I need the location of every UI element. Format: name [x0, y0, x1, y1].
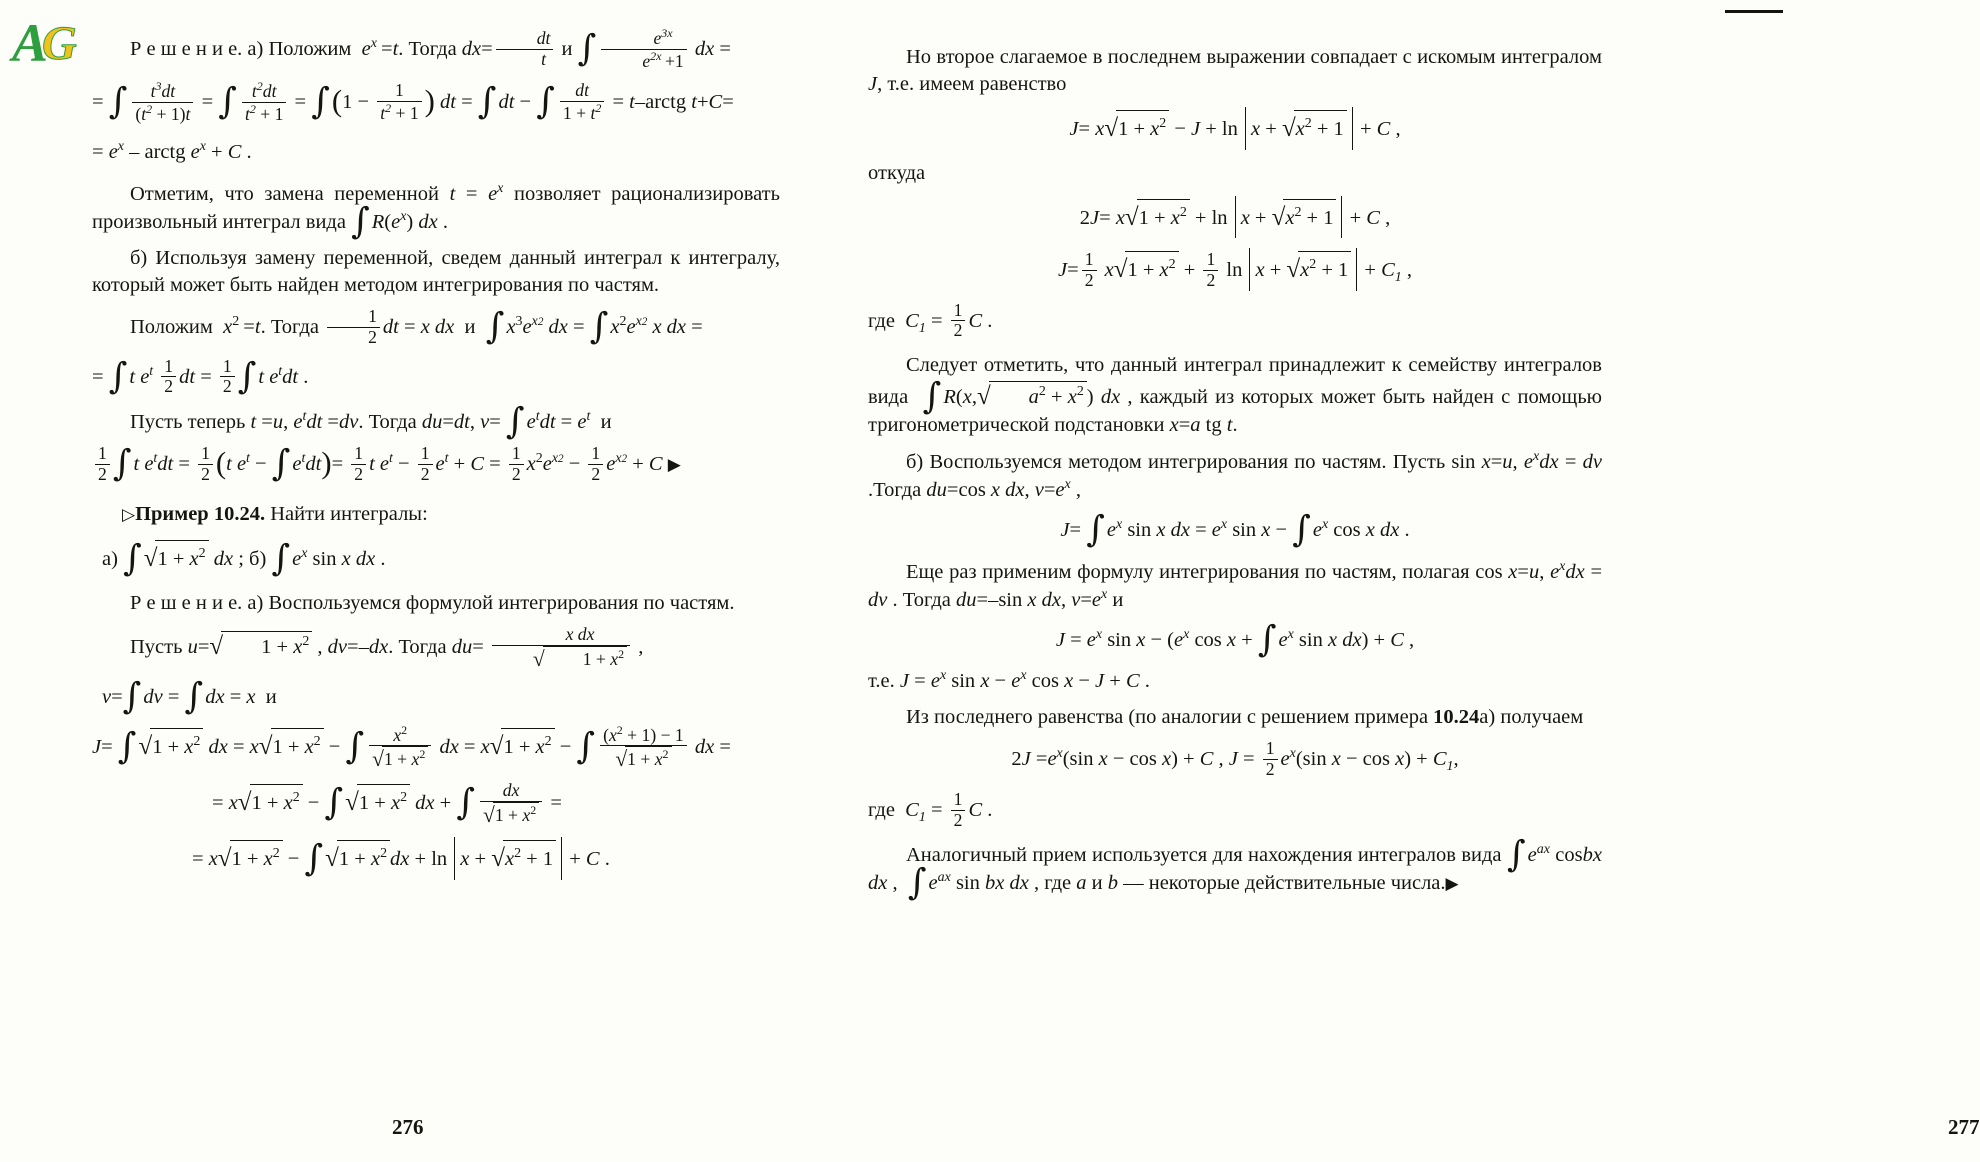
example-marker: ▷ — [122, 505, 136, 525]
equation-r5: J= $\frac{1}{2}$ $x√1 + x^2$ + $\frac{1}{2}$ $\ln x + √x^2 + 1 + C_1$ , — [1058, 249, 1412, 290]
paragraph-r1: Но второе слагаемое в последнем выражении совпадает с искомым интегралом J, т.е. имеем равенство — [868, 46, 1602, 96]
equation-b3: = $e^x$ – arctg $e^x + C$ . — [92, 139, 252, 164]
left-page — [0, 0, 820, 1162]
equation-b14: v=∫dv = ∫dx = x и — [102, 675, 277, 717]
paragraph-r16: Аналогичный прием используется для нахождения интегралов вида $\int e^{ax}$ cosbx dx , $\int e^{ax}$ sin bx dx , где a и b — некоторые действительные числа.▶ — [868, 834, 1602, 904]
equation-b17: = $x√1 + x^2 - \int√1 + x^2$ dx + $\ln x + √x^2 + 1 + C$ . — [192, 838, 610, 880]
equation-r4: $2J= x√1 + x^2 + \ln x + √x^2 + 1 + C$ , — [868, 196, 1602, 239]
paragraph-r7: Следует отметить, что данный интеграл принадлежит к семейству интегралов вида ∫R(x,√ $a^2 + x^2$ ) dx , каждый из которых может быть найден с помощью тригонометрической подстановки x=a tg t. — [868, 354, 1602, 437]
equation-r6: где $C_1$ = $\frac{1}{2}$ C . — [868, 299, 993, 341]
equation-r9: $J= \int e^x$ sin x dx = $e^x$ $\sin x - \int e^x$ cos x dx . — [1060, 509, 1410, 551]
paragraph-r10: Еще раз применим формулу интегрирования по частям, полагая cos x=u, $e^xdx$ = dv . Тогда du=–sin x dx, $v=e^x$ и — [868, 558, 1603, 611]
equation-r11: $J = e^x$ $\sin x - (e^x$ $\cos x + \int e^x$ sin x dx) + C , — [1055, 618, 1415, 660]
logo-letter-g: G — [42, 17, 77, 70]
equation-b2: = ∫ $\frac{t^3dt}{(t^2 + 1)t}$ = ∫ $\frac{t^2dt}{t^2 + 1}$ = ∫(1 − $\frac{1}{t^2 + 1}$ ) dt = ∫dt − ∫ $\frac{dt}{1 + t^2}$ = t–arctg t+C= — [92, 79, 734, 124]
page-number-left: 276 — [392, 1115, 424, 1139]
paragraph-b12: Р е ш е н и е. а) Воспользуемся формулой интегрирования по частям. — [130, 591, 735, 614]
equation-b7: = ∫t $e^t$ $\frac{1}{2}$ dt = $\frac{1}{2}$ ∫t $e^tdt$ . — [92, 355, 309, 397]
equation-r2: $J= x√1 + x^2 - J + \ln x + √x^2 + 1 + C$ , — [868, 107, 1602, 150]
example-heading — [92, 501, 780, 528]
equation-b11: а) $\int√1 + x^2$ dx ; б) $\int e^x$ sin x dx . — [102, 538, 386, 580]
paragraph-b13: Пусть u=√ $1 + x^2$ , dv=–dx. Тогда du= $\frac{\text{x dx}}{√ 1 + x^2}$ , — [130, 624, 644, 671]
header-dash — [1725, 10, 1783, 13]
page-number-right: 277 — [1948, 1115, 1980, 1139]
example-title: Пример 10.24. — [135, 503, 266, 526]
paragraph-b4: Отметим, что замена переменной $t = e^x$ позволяет рационализировать произвольный интеграл вида $\int R(e^x)$ dx . — [92, 181, 780, 242]
paragraph-b8: Пусть теперь t =u, $e^tdt =dv$. Тогда du=dt, $v= \int e^tdt = e^t$ и — [130, 400, 612, 442]
right-page — [820, 0, 1980, 1162]
equation-b9: $\frac{1}{2}$ ∫t $e^tdt$ = $\frac{1}{2}$ (t $e^t - \int e^tdt)=$ $\frac{1}{2}$ t $e^t$ − $\frac{1}{2}$ $e^t + C$ = $\frac{1}{2}$ $x^2e^{x2}$ − $\frac{1}{2}$ $e^{x2} + C$ ▶ — [92, 445, 780, 485]
example-text: Найти интегралы: — [270, 503, 428, 526]
paragraph-r3: откуда — [868, 161, 926, 184]
paragraph-b6: Положим $x^2 =t$. Тогда $\frac{1}{2}$ dt = x dx и $\int x^3e^{x2}$ dx = $\int x^2e^{x2}$ x dx = — [130, 306, 703, 348]
equation-b15: $J= \int√1 + x^2$ dx = $x√1 + x^2$ − ∫ $\frac{x^2}{√1 + x^2}$ dx = $x√1 + x^2$ − ∫ $\frac{(x^2 + 1) - 1}{√1 + x^2}$ dx = — [92, 722, 731, 772]
equation-r14: $2J =e^x(\sin$ x − cos x) + C , J = $\frac{1}{2}$ $e^x(\sin$ $x - \cos x) + C_1$, — [1011, 738, 1459, 780]
paragraph-r12: т.е. $J = e^x$ $\sin x - e^x$ cos x − J + C . — [868, 668, 1150, 693]
equation-r15: где $C_1$ = $\frac{1}{2}$ C . — [868, 788, 993, 830]
paragraph-solution-a: Р е ш е н и е. а) Положим $e^x =t$. Тогда dx= $\frac{dt}{t}$ и ∫ $\frac{e^{3x}}{e^{2x} +1}$ dx = — [130, 26, 731, 71]
equation-b16: = $x√1 + x^2 - \int√1 + x^2$ dx + ∫ $\frac{dx}{√1 + x^2}$ = — [212, 780, 562, 827]
paragraph-b5: б) Используя замену переменной, сведем данный интеграл к интегралу, который может быть найден методом интегрирования по частям. — [92, 247, 780, 297]
paragraph-r8: б) Воспользуемся методом интегрирования по частям. Пусть sin x=u, $e^xdx$ = dv .Тогда du=cos x dx, $v=e^x$ , — [868, 449, 1603, 501]
paragraph-r13: Из последнего равенства (по аналогии с решением примера 10.24а) получаем — [906, 706, 1584, 729]
logo-letter-a: A — [12, 13, 49, 73]
